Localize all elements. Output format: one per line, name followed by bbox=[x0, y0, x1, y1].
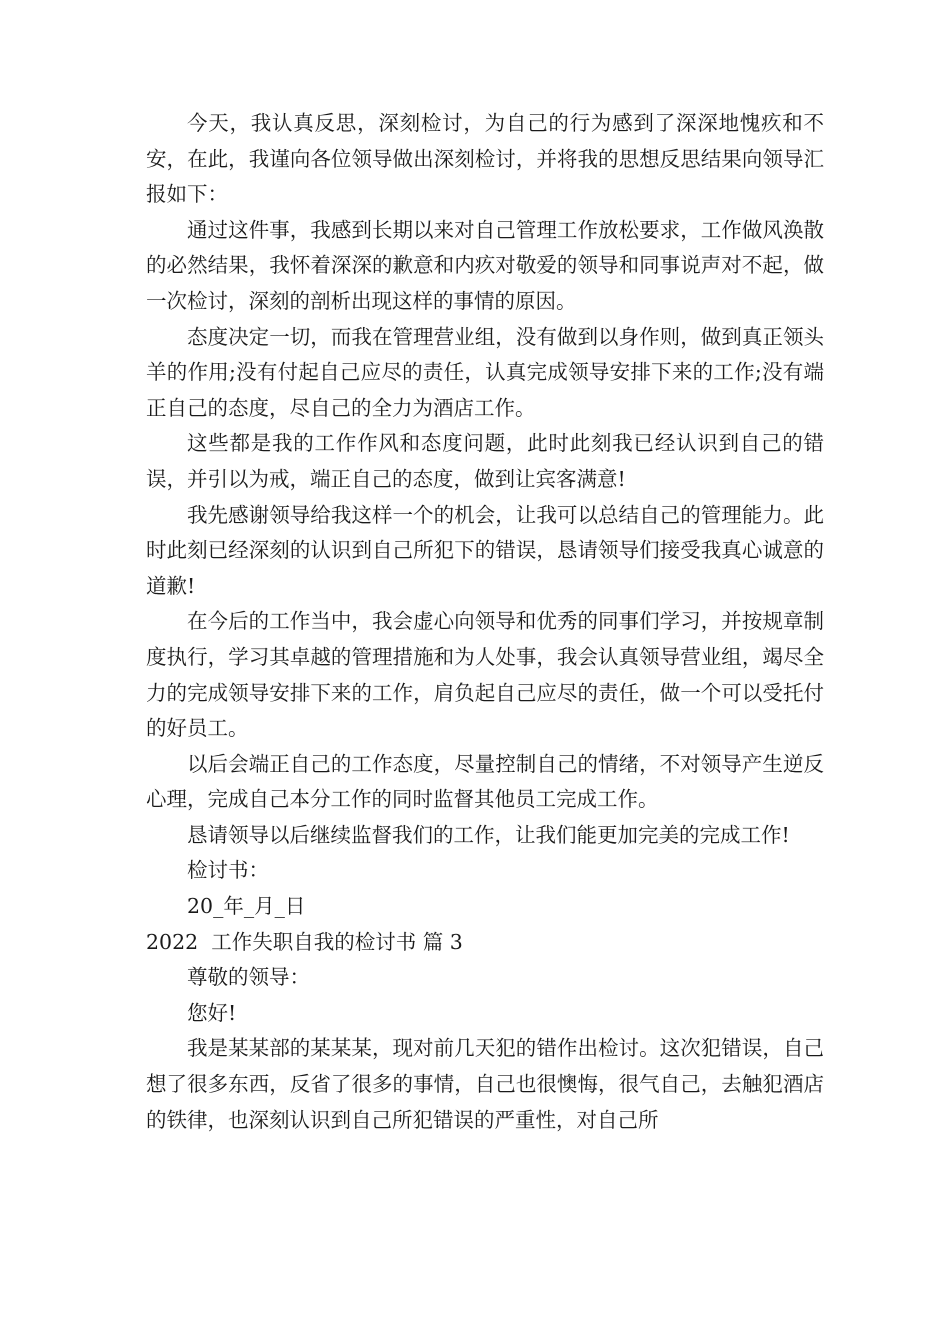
paragraph-1: 今天，我认真反思，深刻检讨，为自己的行为感到了深深地愧疚和不安，在此，我谨向各位领导做出深刻检讨，并将我的思想反思结果向领导汇报如下： bbox=[146, 111, 824, 207]
paragraph-4: 这些都是我的工作作风和态度问题，此时此刻我已经认识到自己的错误，并引以为戒，端正自己的态度，做到让宾客满意! bbox=[146, 431, 824, 491]
paragraph-8: 恳请领导以后继续监督我们的工作，让我们能更加完美的完成工作! bbox=[187, 822, 790, 847]
signature-date: 20_年_月_日 bbox=[187, 894, 306, 919]
signature-label: 检讨书： bbox=[187, 858, 269, 883]
section-heading: 2022 工作失职自我的检讨书 篇 3 bbox=[146, 929, 463, 954]
letter-salutation: 尊敬的领导： bbox=[187, 965, 310, 990]
paragraph-6: 在今后的工作当中，我会虚心向领导和优秀的同事们学习，并按规章制度执行，学习其卓越的管理措施和为人处事，我会认真领导营业组，竭尽全力的完成领导安排下来的工作，肩负起自己应尽的责任，做一个可以受托付的好员工。 bbox=[146, 609, 824, 741]
paragraph-7: 以后会端正自己的工作态度，尽量控制自己的情绪，不对领导产生逆反心理，完成自己本分工作的同时监督其他员工完成工作。 bbox=[146, 751, 824, 812]
letter-greeting: 您好! bbox=[187, 1000, 237, 1025]
paragraph-2: 通过这件事，我感到长期以来对自己管理工作放松要求，工作做风涣散的必然结果，我怀着深深的歉意和内疚对敬爱的领导和同事说声对不起，做一次检讨，深刻的剖析出现这样的事情的原因。 bbox=[146, 217, 824, 313]
paragraph-3: 态度决定一切，而我在管理营业组，没有做到以身作则，做到真正领头羊的作用;没有付起自己应尽的责任，认真完成领导安排下来的工作;没有端正自己的态度，尽自己的全力为酒店工作。 bbox=[146, 324, 824, 420]
document-body bbox=[146, 106, 824, 1138]
letter-body: 我是某某部的某某某，现对前几天犯的错作出检讨。这次犯错误，自己想了很多东西，反省了很多的事情，自己也很懊悔，很气自己，去触犯酒店的铁律，也深刻认识到自己所犯错误的严重性，对自己所 bbox=[146, 1036, 824, 1132]
paragraph-5: 我先感谢领导给我这样一个的机会，让我可以总结自己的管理能力。此时此刻已经深刻的认识到自己所犯下的错误，恳请领导们接受我真心诚意的道歉! bbox=[146, 502, 824, 598]
